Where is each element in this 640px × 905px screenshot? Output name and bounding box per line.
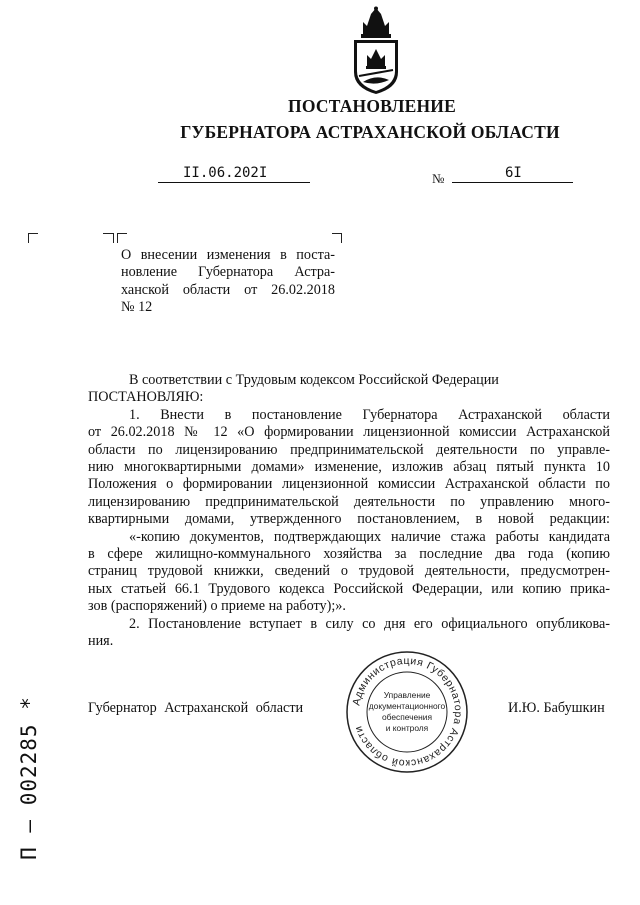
address-corner-mark	[28, 233, 38, 243]
body-line: в сфере жилищно-коммунального хозяйства за последние два года (копию	[88, 546, 610, 563]
document-body	[88, 372, 610, 651]
subject-corner-mark	[103, 233, 114, 243]
subject-line: ханской области от 26.02.2018	[121, 281, 335, 298]
number-underline	[452, 182, 573, 183]
body-line: 2. Постановление вступает в силу со дня его официального опубликова-	[129, 615, 610, 632]
stamp-line: документационного	[368, 701, 446, 711]
document-subtitle: ГУБЕРНАТОРА АСТРАХАНСКОЙ ОБЛАСТИ	[180, 122, 560, 142]
signatory-position: Губернатор Астраханской области	[88, 700, 304, 716]
date-underline	[158, 182, 310, 183]
body-line: ПОСТАНОВЛЯЮ:	[88, 389, 204, 406]
body-line: зов (распоряжений) о приеме на работу);».	[88, 598, 346, 615]
document-number: 6I	[505, 165, 522, 181]
astrakhan-coat-of-arms-icon	[345, 6, 407, 96]
body-line: квартирными домами, утвержденного постановлением, в новой редакции:	[88, 511, 610, 528]
body-line: 1. Внести в постановление Губернатора Астраханской области	[129, 406, 610, 423]
body-line: нию многоквартирными домами» изменение, изложив абзац пятый пункта 10	[88, 459, 610, 476]
registration-number	[10, 683, 48, 873]
body-line: «-копию документов, подтверждающих наличие стажа работы кандидата	[129, 528, 610, 545]
body-line: ния.	[88, 633, 114, 650]
body-line: Положения о формировании лицензионной комиссии Астраханской области по	[88, 476, 610, 493]
coat-of-arms-emblem	[345, 6, 407, 96]
number-label: №	[432, 171, 445, 186]
body-line: от 26.02.2018 № 12 «О формировании лицензионной комиссии Астраханской	[88, 424, 610, 441]
body-line: области по лицензированию предпринимательской деятельности по управле-	[88, 441, 610, 458]
document-date: II.06.202I	[183, 165, 268, 181]
stamp-ring-text: Администрация Губернатора Астраханской области	[350, 654, 465, 770]
stamp-line: и контроля	[385, 723, 429, 733]
stamp-line: Управление	[383, 690, 431, 700]
round-seal-icon	[345, 650, 469, 774]
subject-corner-mark	[332, 233, 342, 243]
subject-line: № 12	[121, 299, 153, 316]
stamp-line: обеспечения	[382, 712, 432, 722]
signatory-name: И.Ю. Бабушкин	[508, 700, 605, 716]
official-stamp	[345, 650, 469, 774]
document-subject	[121, 247, 335, 317]
document-title: ПОСТАНОВЛЕНИЕ	[288, 96, 456, 116]
subject-corner-mark	[117, 233, 127, 243]
body-line: страниц трудовой книжки, сведений о трудовой деятельности, предусмотрен-	[88, 563, 610, 580]
body-line: лицензированию предпринимательской деятельности по управлению много-	[88, 493, 610, 510]
body-line: В соответствии с Трудовым кодексом Российской Федерации	[129, 372, 499, 388]
subject-line: новление Губернатора Астра-	[121, 264, 335, 281]
registration-number-text: П – 002285 *	[17, 696, 41, 860]
subject-line: О внесении изменения в поста-	[121, 247, 335, 263]
body-line: ных статьей 66.1 Трудового кодекса Российской Федерации, или копию прика-	[88, 580, 610, 597]
